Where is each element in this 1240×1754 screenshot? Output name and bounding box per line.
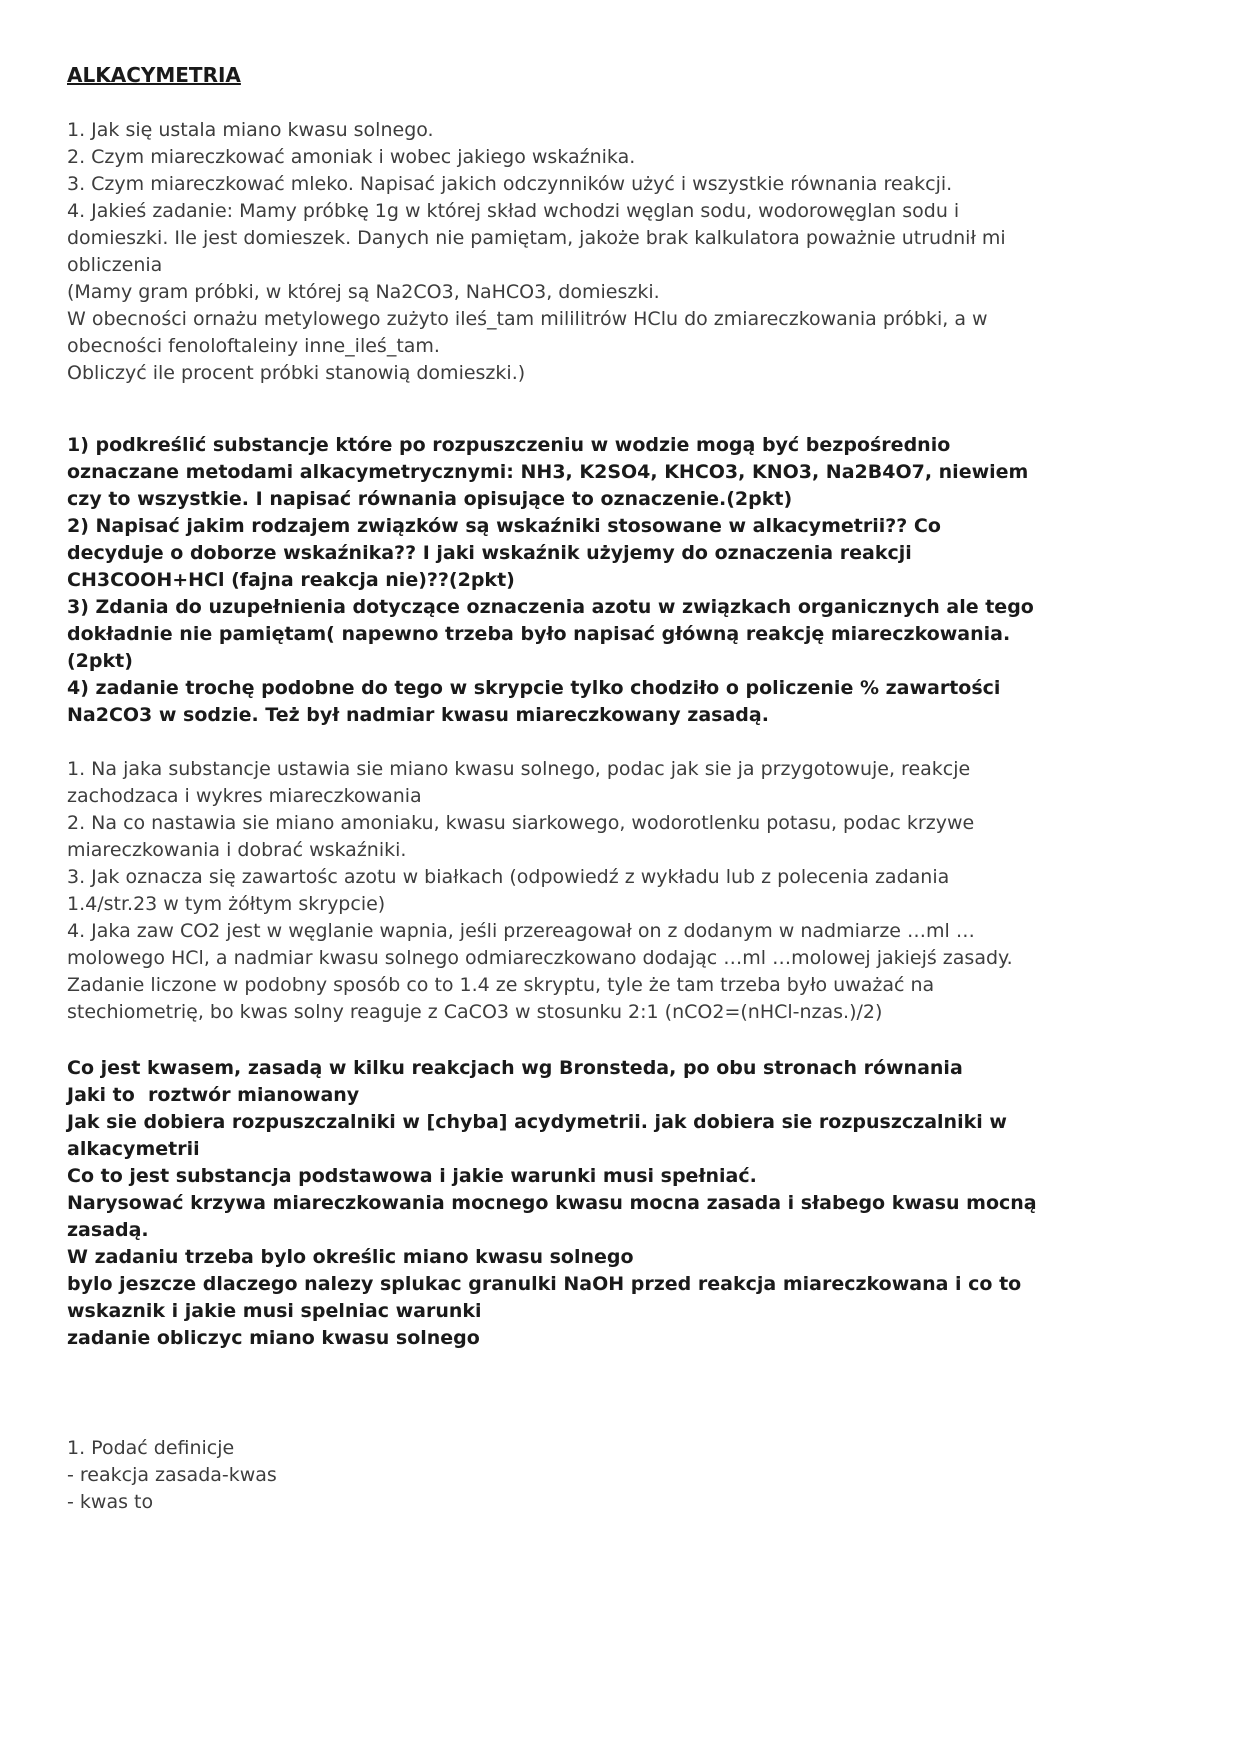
text-line: - kwas to [67, 1491, 154, 1513]
text-line: Zadanie liczone w podobny sposób co to 1.4 ze skryptu, tyle że tam trzeba było uważać na stechiometrię, bo kwas solny reaguje z CaCO3 w stosunku 2:1 (nCO2=(nHCl-nzas.)/2) [67, 974, 941, 1023]
text-line: Co jest kwasem, zasadą w kilku reakcjach wg Bronsteda, po obu stronach równania [67, 1057, 963, 1079]
text-line: - reakcja zasada-kwas [67, 1464, 277, 1486]
text-line: 3. Czym miareczkować mleko. Napisać jakich odczynników użyć i wszystkie równania reakcji. [67, 173, 953, 195]
text-line: W zadaniu trzeba bylo określic miano kwasu solnego [67, 1246, 634, 1268]
text-line: 3. Jak oznacza się zawartośc azotu w białkach (odpowiedź z wykładu lub z polecenia zadania 1.4/str.23 w tym żółtym skrypcie) [67, 866, 956, 915]
intro-questions-section [67, 117, 1042, 387]
text-line: 1. Jak się ustala miano kwasu solnego. [67, 119, 434, 141]
text-line: 1) podkreślić substancje które po rozpuszczeniu w wodzie mogą być bezpośrednio oznaczane metodami alkacymetrycznymi: NH3, K2SO4, KHCO3, KNO3, Na2B4O7, niewiem czy to wszystkie. I napisać równania opisujące to oznaczenie.(2pkt) [67, 434, 1035, 510]
text-line: 3) Zdania do uzupełnienia dotyczące oznaczenia azotu w związkach organicznych ale tego dokładnie nie pamiętam( napewno trzeba było napisać główną reakcję miareczkowania.(2pkt) [67, 596, 1041, 672]
text-line: 2. Czym miareczkować amoniak i wobec jakiego wskaźnika. [67, 146, 636, 168]
text-line: 4. Jaka zaw CO2 jest w węglanie wapnia, jeśli przereagował on z dodanym w nadmiarze …ml …molowego HCl, a nadmiar kwasu solnego odmiareczkowano dodając …ml …molowej jakiejś zasady. [67, 920, 1013, 969]
text-line: 4) zadanie trochę podobne do tego w skrypcie tylko chodziło o policzenie % zawartości Na2CO3 w sodzie. Też był nadmiar kwasu miareczkowany zasadą. [67, 677, 1008, 726]
text-line: 1. Podać definicje [67, 1437, 235, 1459]
oral-questions-section [67, 756, 1042, 1026]
text-line: W obecności ornażu metylowego zużyto ileś_tam mililitrów HClu do zmiareczkowania próbki, a w obecności fenoloftaleiny inne_ileś_tam. [67, 308, 994, 357]
text-line: Jak sie dobiera rozpuszczalniki w [chyba] acydymetrii. jak dobiera sie rozpuszczalniki w alkacymetrii [67, 1111, 1014, 1160]
text-line: Obliczyć ile procent próbki stanowią domieszki.) [67, 362, 526, 384]
text-line: 4. Jakieś zadanie: Mamy próbkę 1g w której skład wchodzi węglan sodu, wodorowęglan sodu i domieszki. Ile jest domieszek. Danych nie pamiętam, jakoże brak kalkulatora poważnie utrudnił mi obliczenia [67, 200, 1012, 276]
text-line: Narysować krzywa miareczkowania mocnego kwasu mocna zasada i słabego kwasu mocną zasadą. [67, 1192, 1044, 1241]
text-line: 1. Na jaka substancje ustawia sie miano kwasu solnego, podac jak sie ja przygotowuje, reakcje zachodzaca i wykres miareczkowania [67, 758, 977, 807]
text-line: zadanie obliczyc miano kwasu solnego [67, 1327, 480, 1349]
definitions-section [67, 1435, 1042, 1516]
text-line: 2) Napisać jakim rodzajem związków są wskaźniki stosowane w alkacymetrii?? Co decyduje o doborze wskaźnika?? I jaki wskaźnik użyjemy do oznaczenia reakcji CH3COOH+HCl (fajna reakcja nie)??(2pkt) [67, 515, 948, 591]
text-line: 2. Na co nastawia sie miano amoniaku, kwasu siarkowego, wodorotlenku potasu, podac krzywe miareczkowania i dobrać wskaźniki. [67, 812, 981, 861]
text-line: bylo jeszcze dlaczego nalezy splukac granulki NaOH przed reakcja miareczkowana i co to wskaznik i jakie musi spelniac warunki [67, 1273, 1028, 1322]
text-line: Jaki to roztwór mianowany [67, 1084, 360, 1106]
text-line: (Mamy gram próbki, w której są Na2CO3, NaHCO3, domieszki. [67, 281, 660, 303]
document-title: ALKACYMETRIA [67, 63, 241, 87]
text-line: Co to jest substancja podstawowa i jakie warunki musi spełniać. [67, 1165, 757, 1187]
exam-points-section [67, 432, 1042, 729]
bold-topics-section [67, 1055, 1042, 1352]
